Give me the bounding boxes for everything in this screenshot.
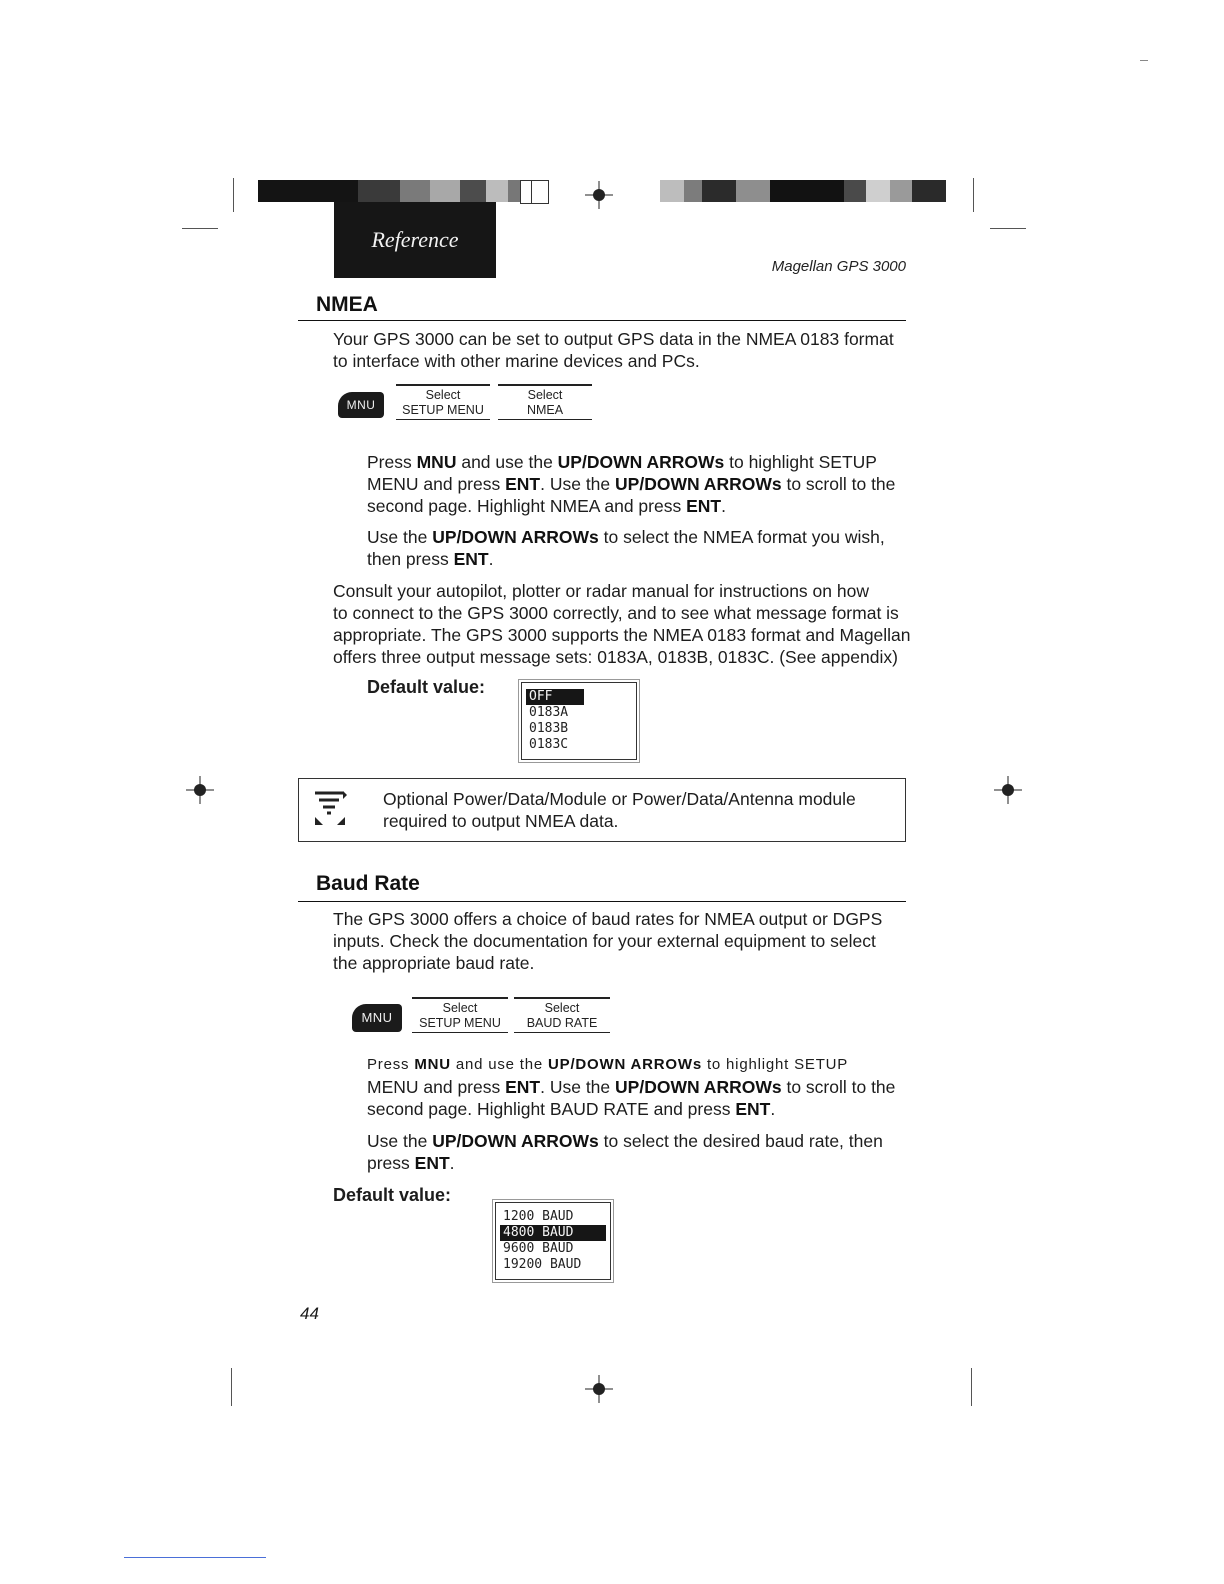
default-value-label: Default value:: [333, 1185, 452, 1205]
section-heading: NMEA: [316, 293, 378, 316]
crop-mark: [182, 228, 218, 229]
section-heading: Baud Rate: [316, 872, 420, 895]
header-bar-left: [258, 180, 549, 202]
crop-mark: [990, 228, 1026, 229]
note-text: Optional Power/Data/Module or Power/Data/Antenna module: [383, 789, 856, 809]
nmea-intro: Your GPS 3000 can be set to output GPS data in the NMEA 0183 format to interface with other marine devices and PCs.: [333, 329, 894, 371]
nmea-options-display: [521, 682, 637, 760]
registration-mark-icon: [185, 775, 215, 805]
bottom-rule: [124, 1557, 266, 1558]
registration-mark-icon: [584, 180, 614, 210]
nmea-option-0183b: 0183B: [529, 721, 569, 736]
registration-mark-icon: [584, 1374, 614, 1404]
crop-mark: [971, 1368, 972, 1406]
nmea-consult: Consult your autopilot, plotter or radar manual for instructions on how to connect to the GPS 3000 correctly, and to see what message format is appropriate. The GPS 3000 supports the NMEA 0183 format and Magellan offers three output message sets: 0183A, 0183B, 0183C. (See appendix): [333, 581, 911, 667]
baud-options-display: [495, 1202, 611, 1280]
crop-mark: [233, 178, 234, 212]
note-icon: [313, 789, 347, 829]
baud-option-1200: 1200 BAUD: [503, 1209, 574, 1224]
header-bar-right: [660, 180, 946, 202]
default-value-label: Default value:: [367, 677, 486, 697]
nmea-option-0183a: 0183A: [529, 705, 569, 720]
baud-option-4800: 4800 BAUD: [500, 1225, 606, 1241]
baud-intro: The GPS 3000 offers a choice of baud rates for NMEA output or DGPS inputs. Check the documentation for your external equipment to select the appropriate baud rate.: [333, 909, 883, 973]
nmea-instructions-1: Press MNU and use the UP/DOWN ARROWs to highlight SETUP MENU and press ENT. Use the UP/DOWN ARROWs to scroll to the second page. Highlight NMEA and press ENT.: [367, 452, 896, 516]
mnu-key-icon: MNU: [338, 392, 384, 418]
crop-mark: [973, 178, 974, 212]
section-tab: Reference: [334, 202, 496, 278]
step-select-nmea: Select NMEA: [498, 384, 592, 420]
baud-instructions-2: Use the UP/DOWN ARROWs to select the desired baud rate, then press ENT.: [367, 1131, 883, 1173]
baud-option-9600: 9600 BAUD: [503, 1241, 574, 1256]
step-select-setup-menu: Select SETUP MENU: [396, 384, 490, 420]
registration-mark-icon: [993, 775, 1023, 805]
heading-rule: [298, 901, 906, 902]
mnu-key-icon: MNU: [352, 1004, 402, 1032]
nmea-instructions-2: Use the UP/DOWN ARROWs to select the NMEA format you wish, then press ENT.: [367, 527, 885, 569]
nmea-option-off: OFF: [526, 689, 584, 705]
baud-option-19200: 19200 BAUD: [503, 1257, 582, 1272]
page-number: 44: [300, 1304, 319, 1323]
heading-rule: [298, 320, 906, 321]
note-text: required to output NMEA data.: [383, 811, 619, 831]
baud-instructions-1: Press MNU and use the UP/DOWN ARROWs to highlight SETUP MENU and press ENT. Use the UP/DOWN ARROWs to scroll to the second page. Highlight BAUD RATE and press ENT.: [367, 1056, 896, 1119]
running-title: Magellan GPS 3000: [771, 258, 906, 275]
step-select-setup-menu: Select SETUP MENU: [412, 997, 508, 1033]
nmea-option-0183c: 0183C: [529, 737, 569, 752]
crop-mark: [231, 1368, 232, 1406]
note-box: [298, 778, 906, 842]
step-select-baud-rate: Select BAUD RATE: [514, 997, 610, 1033]
crop-mark: [1140, 60, 1148, 61]
